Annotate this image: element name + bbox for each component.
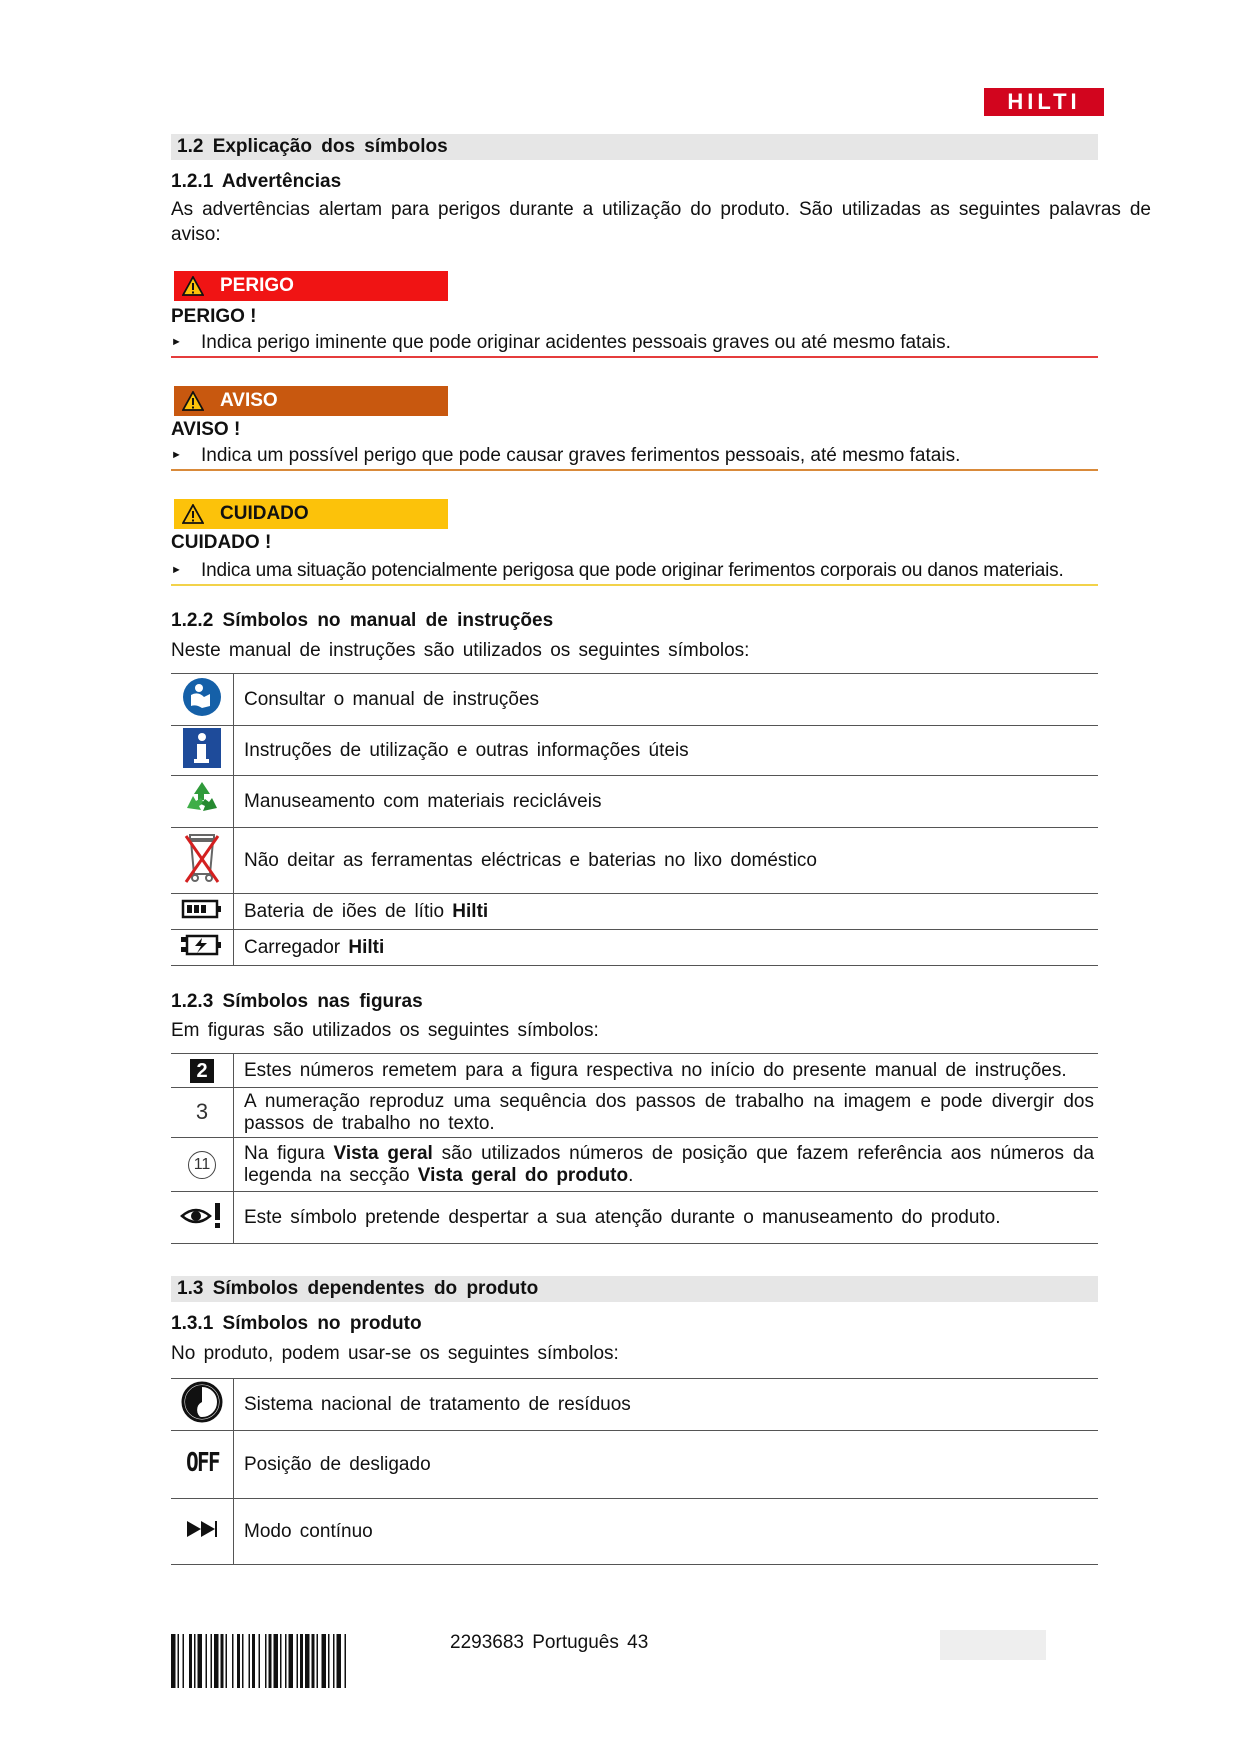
off-icon: OFF [185,1448,219,1478]
signal-word-perigo: PERIGO ! [171,306,257,327]
table-row [171,776,1098,828]
figure-symbol-text-2: A numeração reproduz uma sequência dos passos de trabalho na imagem e pode divergir dos passos de trabalho no texto. [234,1088,1099,1138]
charger-text: Carregador [244,936,349,958]
table-row [171,1431,1098,1499]
warning-triangle-icon [182,504,204,524]
subsection-title-1-2-2: 1.2.2 Símbolos no manual de instruções [171,610,554,631]
warning-divider-perigo [171,356,1098,358]
warning-text-perigo [171,330,951,355]
manual-symbol-text-4: Não deitar as ferramentas eléctricas e baterias no lixo doméstico [234,828,1099,894]
info-icon [182,727,222,769]
step-number-icon: 3 [195,1098,209,1124]
figure-symbol-text-4: Este símbolo pretende despertar a sua atenção durante o manuseamento do produto. [234,1192,1099,1244]
manual-symbol-text-2: Instruções de utilização e outras informações úteis [234,726,1099,776]
section-title-1-3: 1.3 Símbolos dependentes do produto [171,1276,1098,1302]
figure-symbol-text-1: Estes números remetem para a figura respectiva no início do presente manual de instruções. [234,1054,1099,1088]
warning-desc-cuidado: Indica uma situação potencialmente perigosa que pode originar ferimentos corporais ou danos materiais. [201,560,1064,581]
bullet-arrow-icon: ► [171,336,182,349]
brand-name: Hilti [452,900,489,922]
charger-icon [180,933,224,957]
hilti-logo: HILTI [984,88,1104,116]
table-row [171,1379,1098,1431]
overview-term: Vista geral [333,1142,433,1164]
signal-word-aviso: AVISO ! [171,419,241,440]
barcode-graphic [171,1634,426,1688]
product-symbols-table [171,1378,1098,1565]
bullet-arrow-icon: ► [171,449,182,462]
table-row [171,726,1098,776]
warning-divider-aviso [171,469,1098,471]
table-row [171,1192,1098,1244]
green-dot-icon [181,1381,223,1423]
subsection-title-1-3-1: 1.3.1 Símbolos no produto [171,1313,422,1334]
manual-symbol-text-5 [234,894,1099,930]
battery-icon [181,898,223,920]
position-number-icon: 11 [188,1151,216,1179]
manual-symbols-table [171,673,1098,966]
position-text-part: . [628,1164,634,1186]
signal-panel-perigo [174,271,448,301]
section-title-1-2: 1.2 Explicação dos símbolos [171,134,1098,160]
signal-label-cuidado: CUIDADO [220,503,309,524]
figure-symbol-text-3 [234,1138,1099,1192]
manual-symbol-text-3: Manuseamento com materiais recicláveis [234,776,1099,828]
subsection-title-1-2-1: 1.2.1 Advertências [171,171,342,192]
figure-symbols-intro: Em figuras são utilizados os seguintes símbolos: [171,1020,599,1041]
position-text-part: Na figura [244,1142,334,1164]
battery-text: Bateria de iões de lítio [244,900,453,922]
signal-panel-aviso [174,386,448,416]
manual-symbols-intro: Neste manual de instruções são utilizados os seguintes símbolos: [171,640,750,661]
table-row [171,674,1098,726]
warning-desc-aviso: Indica um possível perigo que pode causar graves ferimentos pessoais, até mesmo fatais. [201,445,961,466]
signal-label-aviso: AVISO [220,390,278,411]
attention-eye-icon [180,1200,224,1230]
recycle-icon [181,778,223,820]
continuous-mode-icon [185,1518,219,1540]
signal-label-perigo: PERIGO [220,275,294,296]
footer-gray-box [940,1630,1046,1660]
table-row [171,930,1098,966]
table-row [171,1138,1098,1192]
table-row [171,1499,1098,1565]
brand-name: Hilti [348,936,385,958]
product-symbol-text-3: Modo contínuo [234,1499,1099,1565]
figure-symbols-table [171,1053,1098,1244]
product-symbols-intro: No produto, podem usar-se os seguintes símbolos: [171,1343,619,1364]
warning-text-cuidado [171,558,1064,583]
footer-page-info: 2293683 Português 43 [450,1632,649,1653]
crossed-bin-icon [182,830,222,886]
warning-desc-perigo: Indica perigo iminente que pode originar acidentes pessoais graves ou até mesmo fatais. [201,332,951,353]
product-symbol-text-1: Sistema nacional de tratamento de resíduos [234,1379,1099,1431]
table-row [171,828,1098,894]
warning-text-aviso [171,443,960,468]
read-manual-icon [182,677,222,717]
table-row [171,894,1098,930]
figure-number-icon: 2 [190,1059,214,1083]
signal-word-cuidado: CUIDADO ! [171,532,272,553]
warning-divider-cuidado [171,584,1098,586]
signal-panel-cuidado [174,499,448,529]
bullet-arrow-icon: ► [171,564,182,577]
warnings-intro: As advertências alertam para perigos durante a utilização do produto. São utilizadas as seguintes palavras de aviso: [171,199,1151,245]
manual-symbol-text-1: Consultar o manual de instruções [234,674,1099,726]
table-row [171,1054,1098,1088]
table-row [171,1088,1098,1138]
warning-triangle-icon [182,391,204,411]
product-symbol-text-2: Posição de desligado [234,1431,1099,1499]
subsection-title-1-2-3: 1.2.3 Símbolos nas figuras [171,991,423,1012]
manual-symbol-text-6 [234,930,1099,966]
warning-triangle-icon [182,276,204,296]
position-text-part: são utilizados números de posição que fazem referência aos números da legenda na secção [244,1142,1095,1186]
product-overview-term: Vista geral do produto [417,1164,629,1186]
